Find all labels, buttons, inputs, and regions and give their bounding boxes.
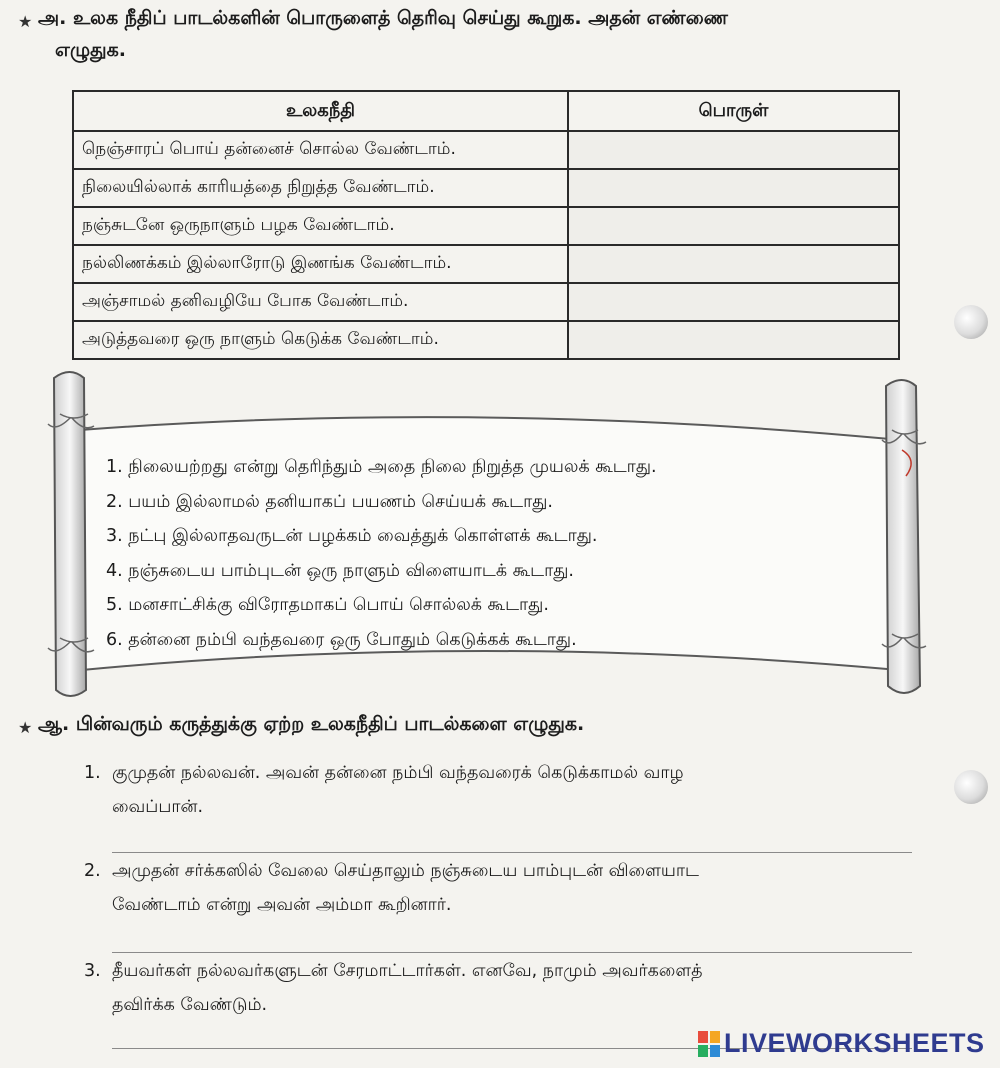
question-text: குமுதன் நல்லவன். அவன் தன்னை நம்பி வந்தவரைக் கெடுக்காமல் வாழ (112, 763, 684, 783)
star-icon: ★ (18, 718, 33, 737)
table-row (73, 169, 899, 207)
answer-box[interactable] (568, 283, 899, 321)
question-text-cont: தவிர்க்க வேண்டும். (112, 995, 268, 1015)
proverb-cell: நிலையில்லாக் காரியத்தை நிறுத்த வேண்டாம். (73, 169, 568, 207)
question-3 (84, 954, 894, 1022)
proverb-cell: அடுத்தவரை ஒரு நாளும் கெடுக்க வேண்டாம். (73, 321, 568, 359)
table-row (73, 283, 899, 321)
table-row (73, 131, 899, 169)
punch-hole (954, 305, 988, 339)
answer-box[interactable] (568, 321, 899, 359)
answer-box[interactable] (568, 131, 899, 169)
question-text-cont: வேண்டாம் என்று அவன் அம்மா கூறினார். (112, 895, 452, 915)
column-header-ulaganeethi: உலகநீதி (73, 91, 568, 131)
proverb-cell: அஞ்சாமல் தனிவழியே போக வேண்டாம். (73, 283, 568, 321)
table-header-row (73, 91, 899, 131)
matching-table (72, 90, 900, 360)
answer-line-1[interactable] (112, 852, 912, 853)
option-item: 3. நட்பு இல்லாதவருடன் பழக்கம் வைத்துக் கொள்ளக் கூடாது. (106, 526, 598, 546)
proverb-cell: நல்லிணக்கம் இல்லாரோடு இணங்க வேண்டாம். (73, 245, 568, 283)
options-list (106, 450, 657, 657)
section-a-heading-line2: எழுதுக. (55, 39, 126, 61)
section-a-heading-line1: அ. உலக நீதிப் பாடல்களின் பொருளைத் தெரிவு செய்து கூறுக. அதன் எண்ணை (38, 7, 728, 29)
option-item: 2. பயம் இல்லாமல் தனியாகப் பயணம் செய்யக் கூடாது. (106, 491, 553, 512)
star-icon: ★ (18, 12, 33, 31)
question-number: 1. (84, 763, 101, 783)
brand-name: LIVEWORKSHEETS (724, 1028, 985, 1058)
proverb-cell: நெஞ்சாரப் பொய் தன்னைச் சொல்ல வேண்டாம். (73, 131, 568, 169)
proverb-cell: நஞ்சுடனே ஒருநாளும் பழக வேண்டாம். (73, 207, 568, 245)
column-header-porul: பொருள் (568, 91, 899, 131)
option-item: 1. நிலையற்றது என்று தெரிந்தும் அதை நிலை நிறுத்த முயலக் கூடாது. (106, 457, 657, 477)
question-text: தீயவர்கள் நல்லவர்களுடன் சேரமாட்டார்கள். எனவே, நாமும் அவர்களைத் (112, 961, 703, 981)
answer-box[interactable] (568, 169, 899, 207)
answer-box[interactable] (568, 245, 899, 283)
option-item: 5. மனசாட்சிக்கு விரோதமாகப் பொய் சொல்லக் கூடாது. (106, 595, 549, 615)
answer-line-2[interactable] (112, 952, 912, 953)
table-row (73, 321, 899, 359)
table-row (73, 245, 899, 283)
option-item: 4. நஞ்சுடைய பாம்புடன் ஒரு நாளும் விளையாடக் கூடாது. (106, 560, 574, 581)
question-text-cont: வைப்பான். (112, 797, 204, 817)
question-2 (84, 854, 894, 922)
section-b-heading: ஆ. பின்வரும் கருத்துக்கு ஏற்ற உலகநீதிப் பாடல்களை எழுதுக. (38, 713, 585, 735)
punch-hole (954, 770, 988, 804)
table-row (73, 207, 899, 245)
question-text: அமுதன் சர்க்கஸில் வேலை செய்தாலும் நஞ்சுடைய பாம்புடன் விளையாட (112, 861, 699, 881)
liveworksheets-logo (698, 1028, 985, 1059)
question-1 (84, 756, 894, 824)
question-number: 3. (84, 961, 101, 981)
option-item: 6. தன்னை நம்பி வந்தவரை ஒரு போதும் கெடுக்கக் கூடாது. (106, 629, 577, 650)
liveworksheets-icon (698, 1031, 720, 1057)
options-scroll (40, 370, 930, 700)
question-number: 2. (84, 861, 101, 881)
answer-box[interactable] (568, 207, 899, 245)
